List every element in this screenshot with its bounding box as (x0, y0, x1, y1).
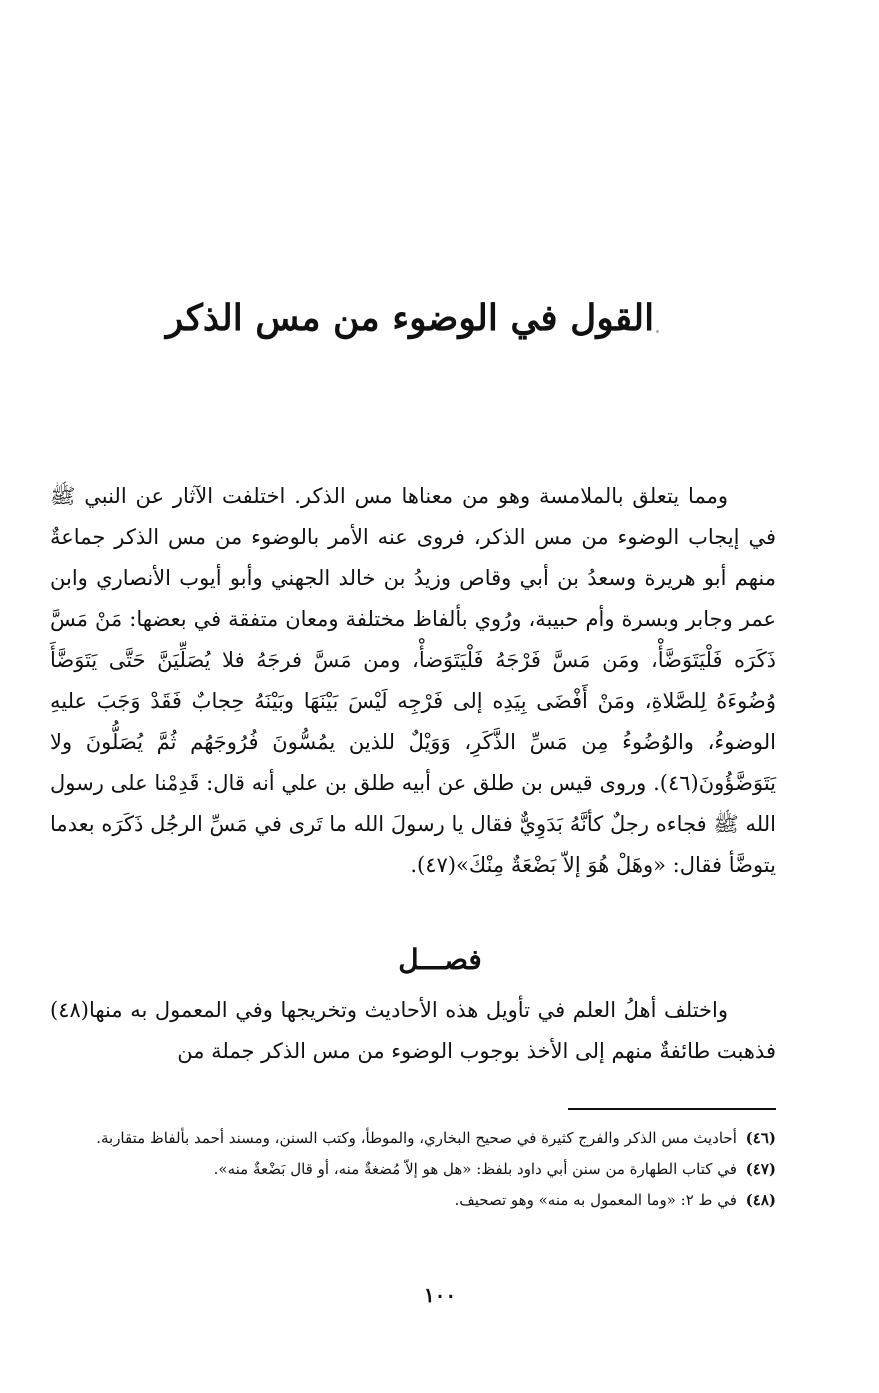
footnote-text: أحاديث مس الذكر والفرج كثيرة في صحيح البخاري، والموطأ، وكتب السنن، ومسند أحمد بألفاظ متقاربة. (96, 1129, 737, 1147)
paragraph-1: ومما يتعلق بالملامسة وهو من معناها مس الذكر. اختلفت الآثار عن النبي ﷺ في إيجاب الوضوء من مس الذكر، فروى عنه الأمر بالوضوء من مس الذكر جماعةٌ منهم أبو هريرة وسعدُ بن أبي وقاص وزيدُ بن خالد الجهني وأبو أيوب الأنصاري وابن عمر وجابر وبسرة وأم حبيبة، ورُوي بألفاظ مختلفة ومعان متفقة في بعضها: مَنْ مَسَّ ذَكَرَه فَلْيَتَوَضَّأْ، ومَن مَسَّ فَرْجَهُ فَلْيَتَوَضأْ، ومن مَسَّ فرجَهُ فلا يُصَلِّيَنَّ حَتَّى يَتَوَضَّأَ وُضُوءَهُ لِلصَّلاةِ، ومَنْ أَفْضَى بِيَدِه إلى فَرْجِه لَيْسَ بَيْنَهَا وبَيْنَهُ حِجابٌ فَقَدْ وَجَبَ عليهِ الوضوءُ، والوُضُوءُ مِن مَسِّ الذَّكَرِ، وَوَيْلٌ للذين يمُسُّونَ فُرُوجَهُم ثُمَّ يُصَلُّونَ ولا يَتَوَضَّؤُونَ(٤٦). وروى قيس بن طلق عن أبيه طلق بن علي أنه قال: قَدِمْنا على رسول الله ﷺ فجاءه رجلٌ كأنَّهُ بَدَوِيٌّ فقال يا رسولَ الله ما تَرى في مَسِّ الرجُل ذَكَرَه بعدما يتوضَّأ فقال: «وهَلْ هُوَ إلاّ بَضْعَةٌ مِنْكَ»(٤٧). (50, 484, 776, 877)
footnote-46 (50, 1125, 776, 1152)
page-number: ١٠٠ (423, 1283, 457, 1307)
scan-speck (656, 330, 659, 333)
section-heading: فصـــل (398, 943, 482, 976)
chapter-title: القول في الوضوء من مس الذكر (165, 297, 655, 339)
footnote-divider (568, 1108, 776, 1110)
footnotes (50, 1125, 776, 1218)
footnote-text: في كتاب الطهارة من سنن أبي داود بلفظ: «هل هو إلاّ مُضغةٌ منه، أو قال بَضْعةٌ منه». (213, 1160, 737, 1178)
footnote-number: (٤٨) (745, 1191, 776, 1209)
footnote-47 (50, 1156, 776, 1183)
footnote-number: (٤٧) (745, 1160, 776, 1178)
section-text-block (50, 990, 776, 1072)
footnote-48 (50, 1187, 776, 1214)
main-text-block (50, 476, 776, 886)
footnote-text: في ط ٢: «وما المعمول به منه» وهو تصحيف. (454, 1191, 737, 1209)
footnote-number: (٤٦) (745, 1129, 776, 1147)
paragraph-2: واختلف أهلُ العلم في تأويل هذه الأحاديث وتخريجها وفي المعمول به منها(٤٨) فذهبت طائفةٌ منهم إلى الأخذ بوجوب الوضوء من مس الذكر جملة من (50, 998, 776, 1063)
